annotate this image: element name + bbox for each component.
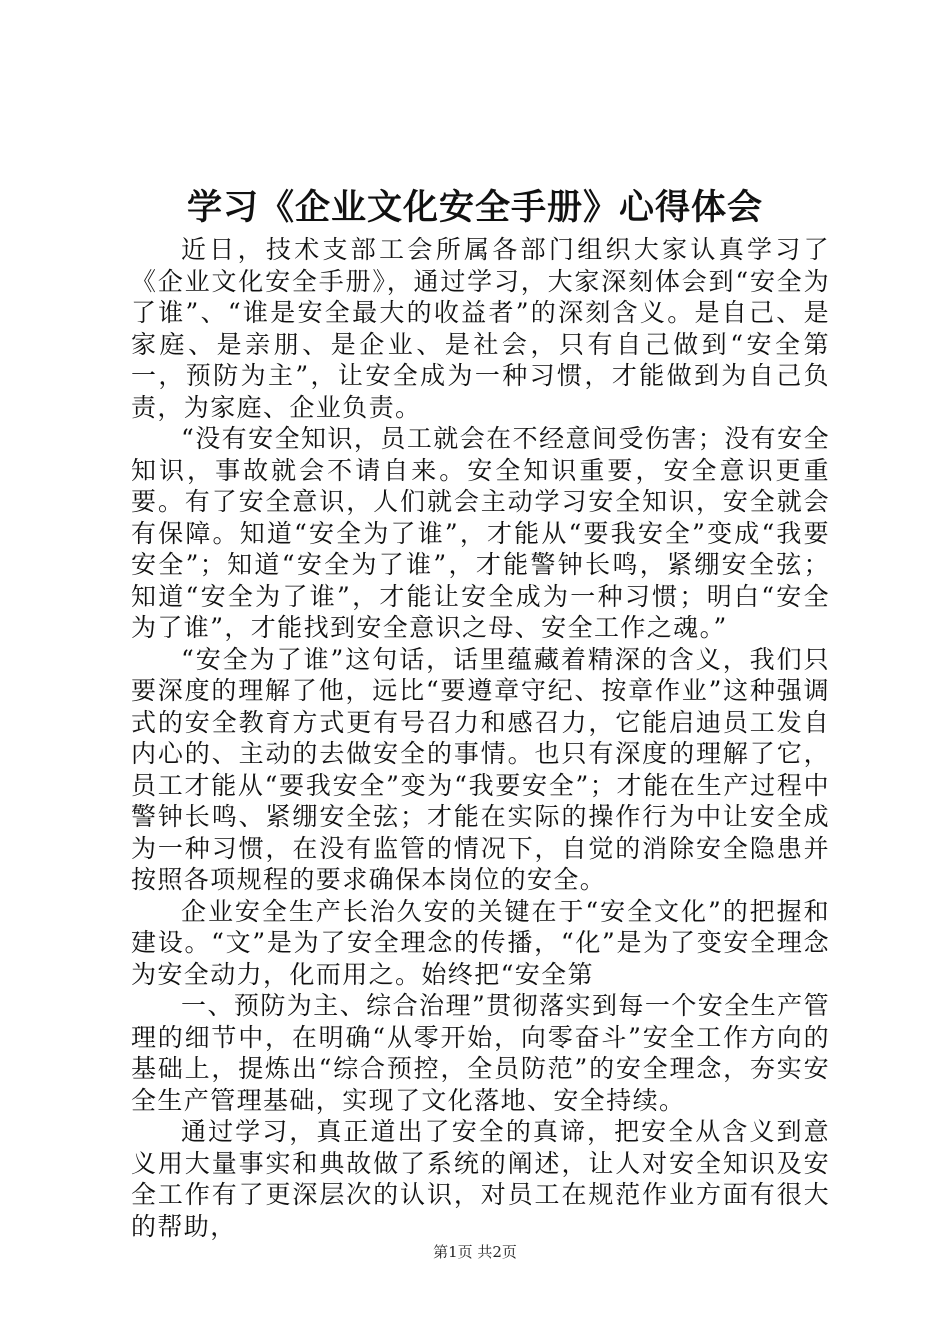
document-body [131,234,830,1242]
document-title: 学习《企业文化安全手册》心得体会 [186,187,763,228]
paragraph-4: 企业安全生产长治久安的关键在于“安全文化”的把握和建设。“文”是为了安全理念的传播，“化”是为了变安全理念为安全动力，化而用之。始终把“安全第 [131,896,830,989]
paragraph-6: 通过学习，真正道出了安全的真谛，把安全从含义到意义用大量事实和典故做了系统的阐述，让人对安全知识及安全工作有了更深层次的认识，对员工在规范作业方面有很大的帮助， [131,1117,830,1241]
paragraph-1: 近日，技术支部工会所属各部门组织大家认真学习了《企业文化安全手册》，通过学习，大家深刻体会到“安全为了谁”、“谁是安全最大的收益者”的深刻含义。是自己、是家庭、是亲朋、是企业、是社会，只有自己做到“安全第一，预防为主”，让安全成为一种习惯，才能做到为自己负责，为家庭、企业负责。 [131,235,830,422]
paragraph-5: 一、预防为主、综合治理”贯彻落实到每一个安全生产管理的细节中，在明确“从零开始，向零奋斗”安全工作方向的基础上，提炼出“综合预控，全员防范”的安全理念，夯实安全生产管理基础，实现了文化落地、安全持续。 [131,991,830,1115]
page-number-footer: 第1页 共2页 [433,1243,517,1261]
paragraph-3: “安全为了谁”这句话，话里蕴藏着精深的含义，我们只要深度的理解了他，远比“要遵章守纪、按章作业”这种强调式的安全教育方式更有号召力和感召力，它能启迪员工发自内心的、主动的去做安全的事情。也只有深度的理解了它，员工才能从“要我安全”变为“我要安全”；才能在生产过程中警钟长鸣、紧绷安全弦；才能在实际的操作行为中让安全成为一种习惯，在没有监管的情况下，自觉的消除安全隐患并按照各项规程的要求确保本岗位的安全。 [131,644,830,894]
paragraph-2: “没有安全知识，员工就会在不经意间受伤害；没有安全知识，事故就会不请自来。安全知识重要，安全意识更重要。有了安全意识，人们就会主动学习安全知识，安全就会有保障。知道“安全为了谁”，才能从“要我安全”变成“我要安全”；知道“安全为了谁”，才能警钟长鸣，紧绷安全弦；知道“安全为了谁”，才能让安全成为一种习惯；明白“安全为了谁”，才能找到安全意识之母、安全工作之魂。” [131,424,830,642]
